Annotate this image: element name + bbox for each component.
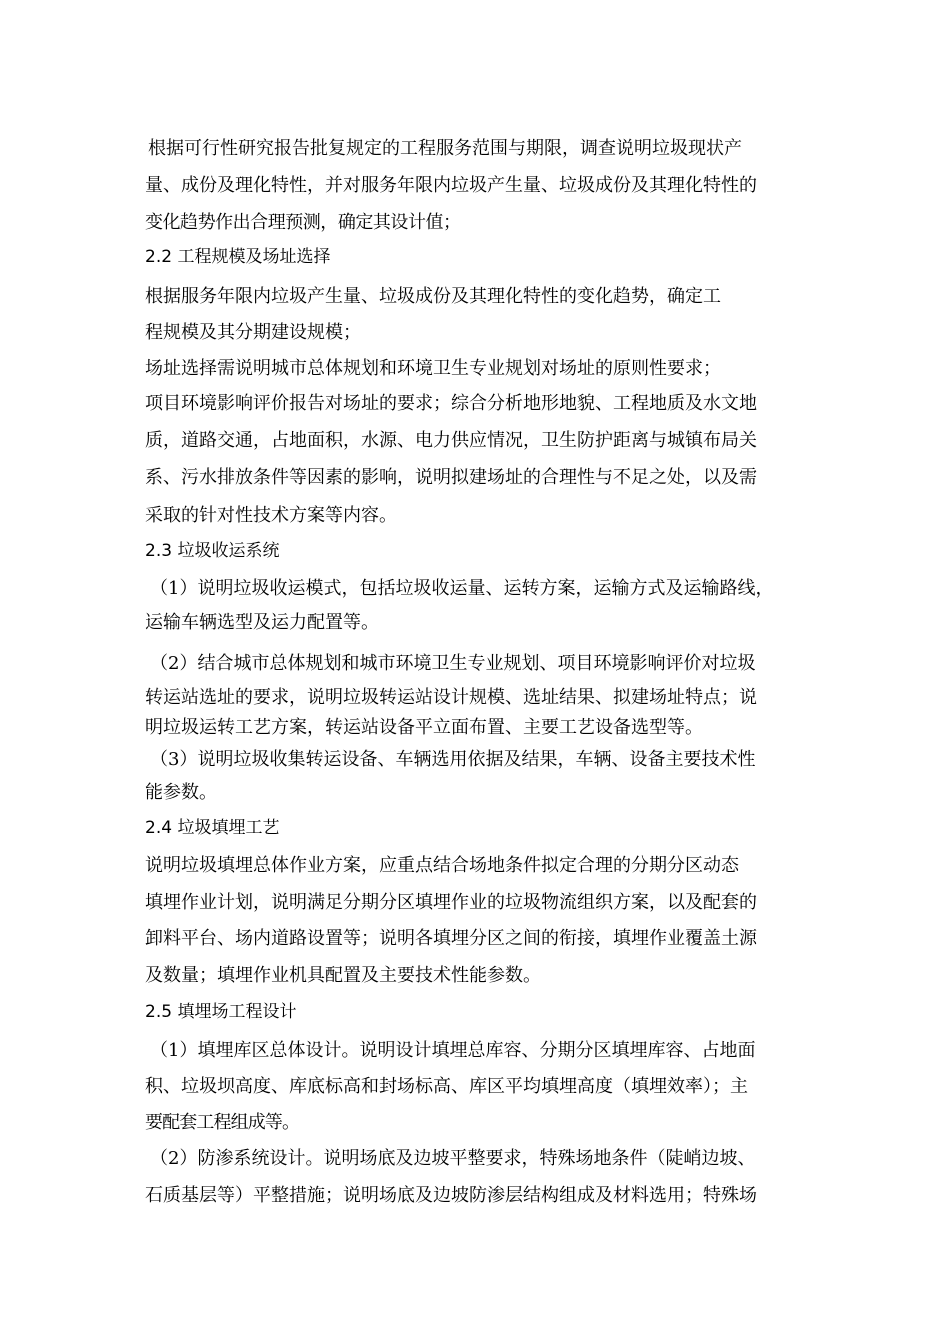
text-line: 质，道路交通，占地面积，水源、电力供应情况，卫生防护距离与城镇布局关 <box>145 430 757 451</box>
text-line: （1）说明垃圾收运模式，包括垃圾收运量、运转方案，运输方式及运输路线， <box>150 578 774 599</box>
text-line: 程规模及其分期建设规模； <box>145 322 361 343</box>
text-line: 转运站选址的要求，说明垃圾转运站设计规模、选址结果、拟建场址特点；说 <box>145 687 757 708</box>
text-line: 明垃圾运转工艺方案，转运站设备平立面布置、主要工艺设备选型等。 <box>145 717 703 738</box>
section-heading: 2.2 工程规模及场址选择 <box>145 247 331 267</box>
text-line: 变化趋势作出合理预测，确定其设计值； <box>145 212 461 233</box>
text-line: 积、垃圾坝高度、库底标高和封场标高、库区平均填埋高度（填埋效率）；主 <box>145 1076 748 1097</box>
text-line: （2）结合城市总体规划和城市环境卫生专业规划、项目环境影响评价对垃圾 <box>150 653 756 674</box>
text-line: 卸料平台、场内道路设置等；说明各填埋分区之间的衔接，填埋作业覆盖土源 <box>145 928 757 949</box>
text-line: 项目环境影响评价报告对场址的要求；综合分析地形地貌、工程地质及水文地 <box>145 393 757 414</box>
section-heading: 2.3 垃圾收运系统 <box>145 541 280 561</box>
section-heading: 2.5 填埋场工程设计 <box>145 1002 297 1022</box>
text-line: 采取的针对性技术方案等内容。 <box>145 505 397 526</box>
text-line: 填埋作业计划，说明满足分期分区填埋作业的垃圾物流组织方案，以及配套的 <box>145 892 757 913</box>
text-line: 根据可行性研究报告批复规定的工程服务范围与期限，调查说明垃圾现状产 <box>148 138 742 159</box>
text-line: 及数量；填埋作业机具配置及主要技术性能参数。 <box>145 965 541 986</box>
text-line: （2）防渗系统设计。说明场底及边坡平整要求，特殊场地条件（陡峭边坡、 <box>150 1148 756 1169</box>
text-line: 根据服务年限内垃圾产生量、垃圾成份及其理化特性的变化趋势，确定工 <box>145 286 721 307</box>
text-line: 石质基层等）平整措施；说明场底及边坡防渗层结构组成及材料选用；特殊场 <box>145 1185 757 1206</box>
section-heading: 2.4 垃圾填埋工艺 <box>145 818 280 838</box>
text-line: 系、污水排放条件等因素的影响，说明拟建场址的合理性与不足之处，以及需 <box>145 467 757 488</box>
text-line: 场址选择需说明城市总体规划和环境卫生专业规划对场址的原则性要求； <box>145 358 721 379</box>
text-line: 说明垃圾填埋总体作业方案，应重点结合场地条件拟定合理的分期分区动态 <box>145 855 739 876</box>
text-line: 量、成份及理化特性，并对服务年限内垃圾产生量、垃圾成份及其理化特性的 <box>145 175 757 196</box>
text-line: 能参数。 <box>145 782 217 803</box>
text-line: 要配套工程组成等。 <box>145 1112 300 1133</box>
text-line: 运输车辆选型及运力配置等。 <box>145 612 379 633</box>
text-line: （1）填埋库区总体设计。说明设计填埋总库容、分期分区填埋库容、占地面 <box>150 1040 756 1061</box>
text-line: （3）说明垃圾收集转运设备、车辆选用依据及结果，车辆、设备主要技术性 <box>150 749 756 770</box>
